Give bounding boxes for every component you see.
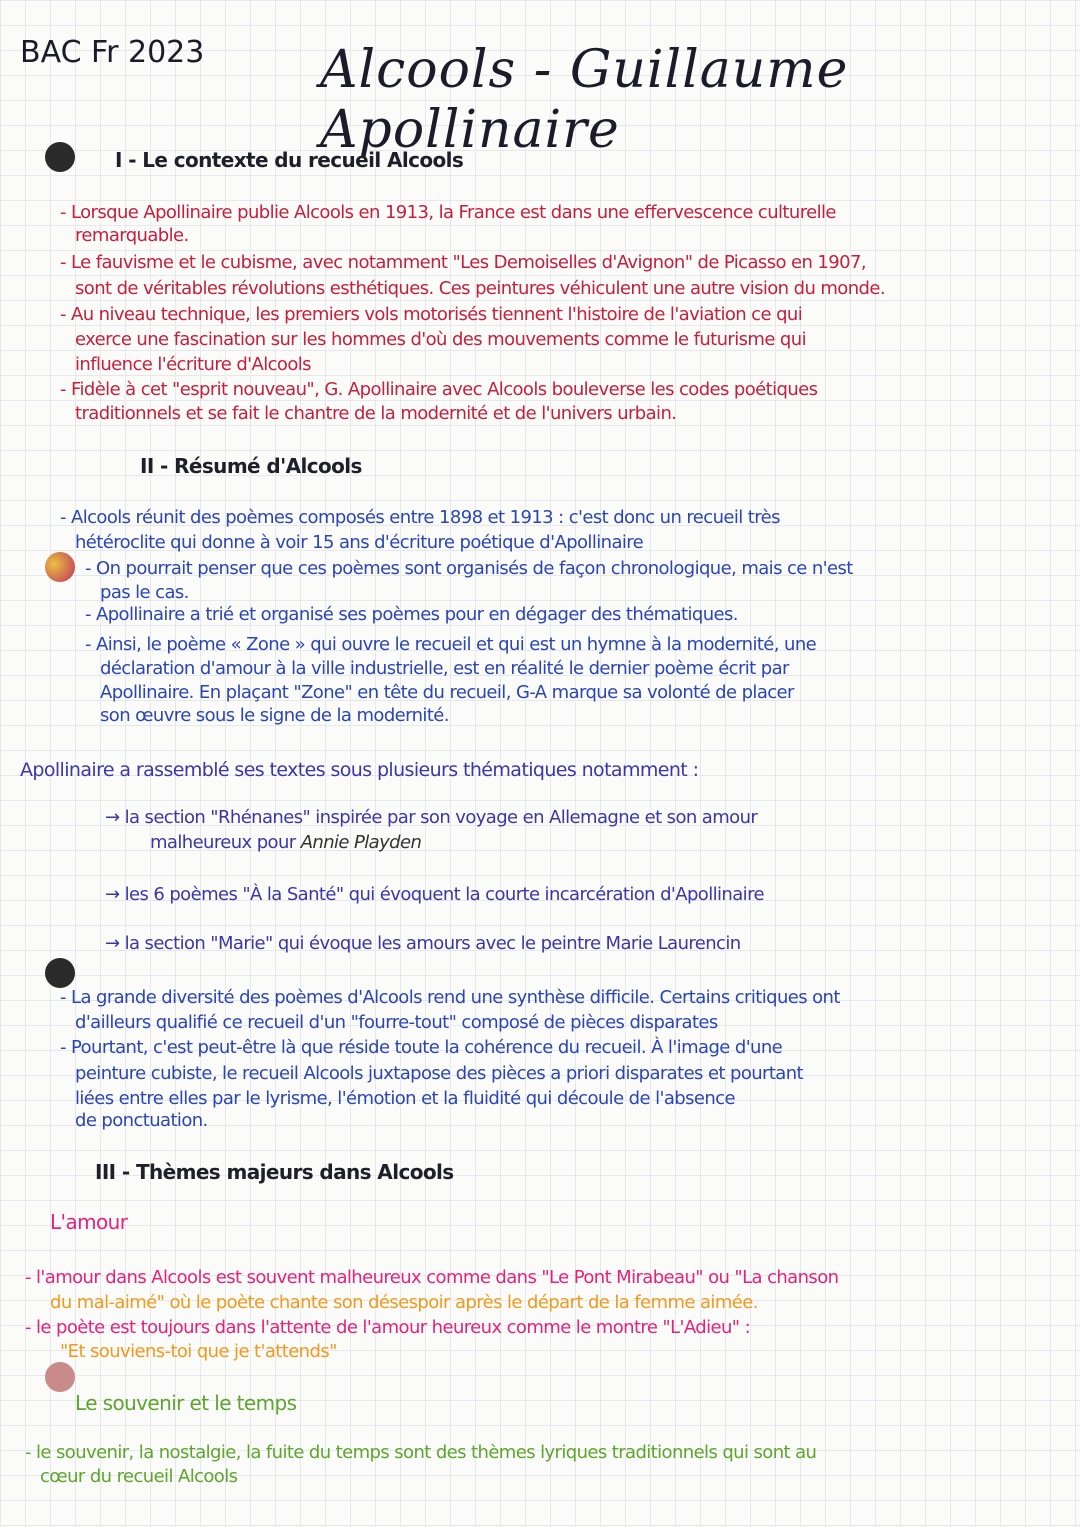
text-line: - Au niveau technique, les premiers vols motorisés tiennent l'histoire de l'aviation ce qui	[60, 304, 803, 325]
theme-item: → les 6 poèmes "À la Santé" qui évoquent la courte incarcération d'Apollinaire	[105, 884, 764, 905]
text-line: Apollinaire. En plaçant "Zone" en tête du recueil, G-A marque sa volonté de placer	[100, 682, 794, 703]
text-line: du mal-aimé" où le poète chante son désespoir après le départ de la femme aimée.	[50, 1292, 758, 1313]
theme-item-cont	[150, 831, 421, 855]
subheading-love: L'amour	[50, 1210, 128, 1234]
text-line: - Le fauvisme et le cubisme, avec notamment "Les Demoiselles d'Avignon" de Picasso en 1907,	[60, 252, 866, 273]
section-heading: III - Thèmes majeurs dans Alcools	[95, 1160, 454, 1184]
text-line: liées entre elles par le lyrisme, l'émotion et la fluidité qui découle de l'absence	[75, 1088, 735, 1109]
section-heading: I - Le contexte du recueil Alcools	[115, 148, 464, 172]
text-line: - On pourrait penser que ces poèmes sont organisés de façon chronologique, mais ce n'est	[85, 558, 853, 579]
subheading-memory: Le souvenir et le temps	[75, 1391, 297, 1415]
text-line: - La grande diversité des poèmes d'Alcools rend une synthèse difficile. Certains critiques ont	[60, 987, 840, 1008]
person-name: Annie Playden	[300, 832, 422, 853]
page-title: Alcools - Guillaume Apollinaire	[320, 40, 849, 160]
text-line: d'ailleurs qualifié ce recueil d'un "fourre-tout" composé de pièces disparates	[75, 1012, 718, 1033]
text-line: - le poète est toujours dans l'attente de l'amour heureux comme le montre "L'Adieu" :	[25, 1317, 751, 1338]
text-line: - Alcools réunit des poèmes composés entre 1898 et 1913 : c'est donc un recueil très	[60, 507, 780, 528]
themes-intro: Apollinaire a rassemblé ses textes sous plusieurs thématiques notamment :	[20, 759, 699, 781]
text-line: sont de véritables révolutions esthétiques. Ces peintures véhiculent une autre vision du monde.	[75, 278, 885, 299]
text-line: pas le cas.	[100, 582, 189, 603]
text-line: - Fidèle à cet "esprit nouveau", G. Apollinaire avec Alcools bouleverse les codes poétiques	[60, 379, 818, 400]
text-line: de ponctuation.	[75, 1110, 208, 1131]
quote: "Et souviens-toi que je t'attends"	[60, 1341, 337, 1362]
punch-hole	[45, 1362, 75, 1392]
theme-item: → la section "Marie" qui évoque les amours avec le peintre Marie Laurencin	[105, 933, 741, 954]
text-line: - Apollinaire a trié et organisé ses poèmes pour en dégager des thématiques.	[85, 604, 738, 625]
theme-text: malheureux pour	[150, 832, 296, 853]
punch-hole	[45, 142, 75, 172]
text-line: son œuvre sous le signe de la modernité.	[100, 705, 449, 726]
theme-item: → la section "Rhénanes" inspirée par son voyage en Allemagne et son amour	[105, 807, 758, 828]
text-line: déclaration d'amour à la ville industrielle, est en réalité le dernier poème écrit par	[100, 658, 789, 679]
text-line: - le souvenir, la nostalgie, la fuite du temps sont des thèmes lyriques traditionnels qui sont au	[25, 1442, 817, 1463]
text-line: remarquable.	[75, 225, 189, 246]
text-line: cœur du recueil Alcools	[40, 1466, 238, 1487]
text-line: traditionnels et se fait le chantre de la modernité et de l'univers urbain.	[75, 403, 677, 424]
text-line: - Ainsi, le poème « Zone » qui ouvre le recueil et qui est un hymne à la modernité, une	[85, 634, 817, 655]
punch-hole	[45, 552, 75, 582]
text-line: exerce une fascination sur les hommes d'où des mouvements comme le futurisme qui	[75, 329, 806, 350]
text-line: influence l'écriture d'Alcools	[75, 354, 311, 375]
section-heading: II - Résumé d'Alcools	[140, 454, 362, 478]
text-line: - l'amour dans Alcools est souvent malheureux comme dans "Le Pont Mirabeau" ou "La chanson	[25, 1267, 839, 1288]
text-line: - Pourtant, c'est peut-être là que réside toute la cohérence du recueil. À l'image d'une	[60, 1037, 783, 1058]
text-line: peinture cubiste, le recueil Alcools juxtapose des pièces a priori disparates et pourtant	[75, 1063, 804, 1084]
text-line: - Lorsque Apollinaire publie Alcools en 1913, la France est dans une effervescence culturelle	[60, 202, 836, 223]
text-line: hétéroclite qui donne à voir 15 ans d'écriture poétique d'Apollinaire	[75, 532, 644, 553]
exam-label: BAC Fr 2023	[20, 35, 205, 70]
punch-hole	[45, 958, 75, 988]
